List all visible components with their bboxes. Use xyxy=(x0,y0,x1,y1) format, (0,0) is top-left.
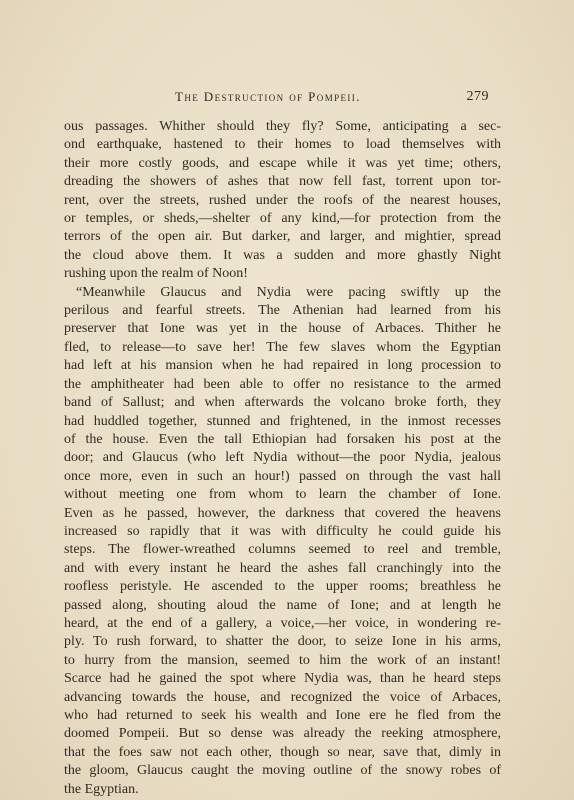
text-line: that the foes saw not each other, though so near, save that, dimly in xyxy=(64,744,501,760)
text-line: steps. The flower-wreathed columns seemed to reel and tremble, xyxy=(64,542,501,558)
text-line: Even as he passed, however, the darkness that covered the heavens xyxy=(64,505,501,521)
text-line: fled, to release—to save her! The few slaves whom the Egyptian xyxy=(64,339,501,355)
text-line: doomed Pompeii. But so dense was already the reeking atmosphere, xyxy=(64,726,501,742)
text-line: ous passages. Whither should they fly? Some, anticipating a sec- xyxy=(64,119,501,134)
text-line: had huddled together, stunned and frightened, in the inmost recesses xyxy=(64,413,501,429)
paragraph-1 xyxy=(64,118,501,284)
text-line: roofless peristyle. He ascended to the upper rooms; breathless he xyxy=(64,579,501,595)
text-line: dreading the showers of ashes that now fell fast, torrent upon tor- xyxy=(64,174,501,190)
text-line: “Meanwhile Glaucus and Nydia were pacing swiftly up the xyxy=(76,284,501,300)
text-line: rent, over the streets, rushed under the roofs of the nearest houses, xyxy=(64,192,501,208)
text-line: and with every instant he heard the ashes fall cranchingly into the xyxy=(64,560,501,576)
page-number: 279 xyxy=(466,89,489,104)
text-line: of the house. Even the tall Ethiopian had forsaken his post at the xyxy=(64,431,501,447)
text-line: Scarce had he gained the spot where Nydia was, than he heard steps xyxy=(64,671,501,687)
text-line: band of Sallust; and when afterwards the volcano broke forth, they xyxy=(64,395,501,411)
paragraph-2 xyxy=(64,284,501,799)
text-line: the Egyptian. xyxy=(64,781,139,797)
text-line: rushing upon the realm of Noon! xyxy=(64,266,248,282)
text-line: passed along, shouting aloud the name of Ione; and at length he xyxy=(64,597,501,613)
body-text xyxy=(64,118,501,799)
text-line: door; and Glaucus (who left Nydia without—the poor Nydia, jealous xyxy=(64,450,501,466)
text-line: ond earthquake, hastened to their homes to load themselves with xyxy=(64,137,501,153)
text-line: without meeting one from whom to learn the chamber of Ione. xyxy=(64,487,501,503)
text-line: preserver that Ione was yet in the house of Arbaces. Thither he xyxy=(64,321,501,337)
text-line: the amphitheater had been able to offer no resistance to the armed xyxy=(64,376,501,392)
text-line: who had returned to seek his wealth and Ione ere he fled from the xyxy=(64,708,501,723)
text-line: the gloom, Glaucus caught the moving outline of the snowy robes of xyxy=(64,763,501,779)
text-line: advancing towards the house, and recognized the voice of Arbaces, xyxy=(64,689,501,705)
text-line: or temples, or sheds,—shelter of any kind,—for protection from the xyxy=(64,211,501,227)
text-line: perilous and fearful streets. The Athenian had learned from his xyxy=(64,303,501,319)
text-line: terrors of the open air. But darker, and larger, and mightier, spread xyxy=(64,229,501,245)
text-line: the cloud above them. It was a sudden and more ghastly Night xyxy=(64,247,501,263)
running-head-title: The Destruction of Pompeii. xyxy=(175,89,361,104)
running-head xyxy=(175,89,489,107)
text-line: increased so rapidly that it was with difficulty he could guide his xyxy=(64,523,501,539)
text-line: had left at his mansion when he had repaired in long procession to xyxy=(64,358,501,374)
text-line: ply. To rush forward, to shatter the door, to seize Ione in his arms, xyxy=(64,634,501,650)
text-line: their more costly goods, and escape while it was yet time; others, xyxy=(64,155,501,171)
text-line: once more, even in such an hour!) passed on through the vast hall xyxy=(64,468,501,484)
text-line: heard, at the end of a gallery, a voice,—her voice, in wondering re- xyxy=(64,615,501,631)
text-line: to hurry from the mansion, seemed to him the work of an instant! xyxy=(64,652,501,668)
